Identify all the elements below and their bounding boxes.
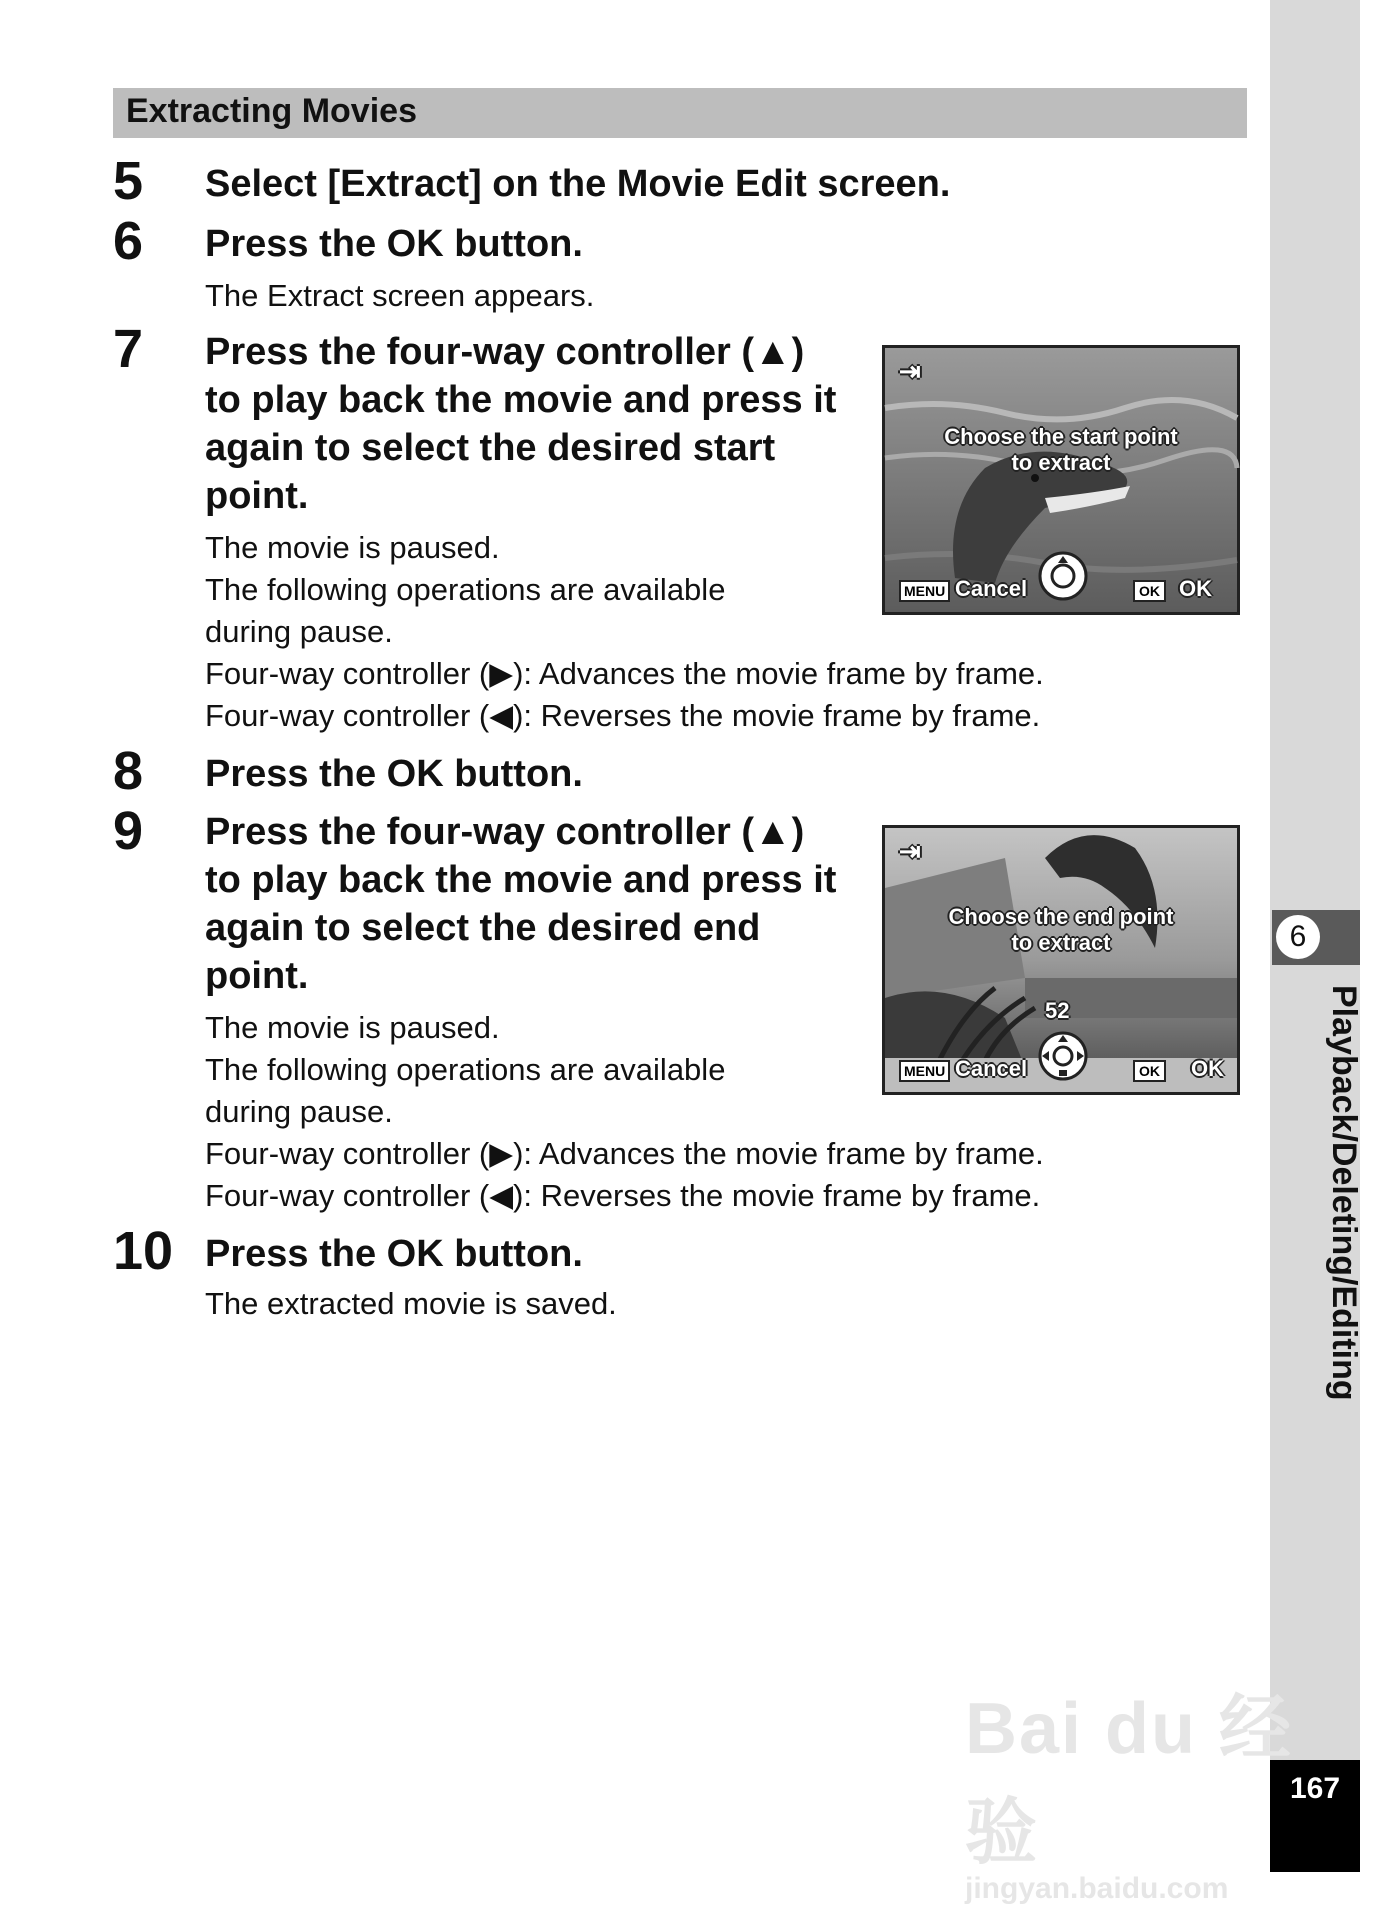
step-heading-7 <box>205 328 836 520</box>
extract-icon: ⇥ <box>899 836 921 866</box>
frame-count: 52 <box>1045 998 1070 1023</box>
body-line: during pause. <box>205 614 393 649</box>
menu-key-icon: MENU <box>899 1060 950 1082</box>
ok-label: OK <box>1191 1056 1224 1081</box>
heading-line: point. <box>205 955 309 997</box>
step-heading-9 <box>205 808 836 1000</box>
extract-icon: ⇥ <box>899 356 921 386</box>
body-line: Four-way controller (◀): Reverses the movie frame by frame. <box>205 698 1041 733</box>
camera-screen-end <box>882 825 1240 1095</box>
step-body-6: The Extract screen appears. <box>205 278 595 313</box>
step-heading-6: Press the OK button. <box>205 223 583 265</box>
heading-line: Press the four-way controller (▲) <box>205 331 805 373</box>
step-number-9: 9 <box>113 801 144 861</box>
step-heading-8: Press the OK button. <box>205 753 583 795</box>
step-number-7: 7 <box>113 319 144 379</box>
heading-line: point. <box>205 475 309 517</box>
screen-prompt <box>885 424 1237 476</box>
chapter-number: 6 <box>1276 915 1320 959</box>
heading-line: again to select the desired start <box>205 427 776 469</box>
prompt-line: Choose the start point <box>944 424 1178 449</box>
ok-label: OK <box>1179 576 1212 601</box>
screen-prompt <box>885 904 1237 956</box>
prompt-line: to extract <box>1011 930 1111 955</box>
ok-key-icon: OK <box>1133 1060 1166 1082</box>
ok-key-icon: OK <box>1133 580 1166 602</box>
step-number-8: 8 <box>113 741 144 801</box>
step-heading-10: Press the OK button. <box>205 1233 583 1275</box>
page-number: 167 <box>1289 1772 1341 1805</box>
heading-line: Press the four-way controller (▲) <box>205 811 805 853</box>
section-title: Extracting Movies <box>126 92 417 130</box>
body-line: The movie is paused. <box>205 1010 500 1045</box>
body-line: Four-way controller (▶): Advances the movie frame by frame. <box>205 656 1044 691</box>
prompt-line: to extract <box>1011 450 1111 475</box>
heading-line: to play back the movie and press it <box>205 859 837 901</box>
step-number-6: 6 <box>113 211 144 271</box>
step-number-10: 10 <box>113 1221 174 1281</box>
body-line: The following operations are available <box>205 572 726 607</box>
watermark-url: jingyan.baidu.com <box>965 1872 1229 1905</box>
menu-key-icon: MENU <box>899 580 950 602</box>
step-heading-5: Select [Extract] on the Movie Edit screen. <box>205 163 951 205</box>
body-line: The movie is paused. <box>205 530 500 565</box>
step-body-10: The extracted movie is saved. <box>205 1286 617 1321</box>
watermark-main: Bai du 经验 <box>965 1689 1294 1873</box>
body-line: during pause. <box>205 1094 393 1129</box>
baidu-watermark <box>965 1670 1360 1906</box>
cancel-label: Cancel <box>955 576 1028 601</box>
body-line: The following operations are available <box>205 1052 726 1087</box>
camera-screen-start <box>882 345 1240 615</box>
chapter-title: Playback/Deleting/Editing <box>1325 985 1363 1401</box>
four-way-controller-icon <box>1037 1030 1089 1082</box>
step-number-5: 5 <box>113 151 144 211</box>
heading-line: to play back the movie and press it <box>205 379 837 421</box>
chapter-title-vertical <box>1315 985 1375 1425</box>
prompt-line: Choose the end point <box>948 904 1174 929</box>
body-line: Four-way controller (◀): Reverses the movie frame by frame. <box>205 1178 1041 1213</box>
cancel-label: Cancel <box>955 1056 1028 1081</box>
heading-line: again to select the desired end <box>205 907 761 949</box>
four-way-controller-icon <box>1037 550 1089 602</box>
body-line: Four-way controller (▶): Advances the movie frame by frame. <box>205 1136 1044 1171</box>
